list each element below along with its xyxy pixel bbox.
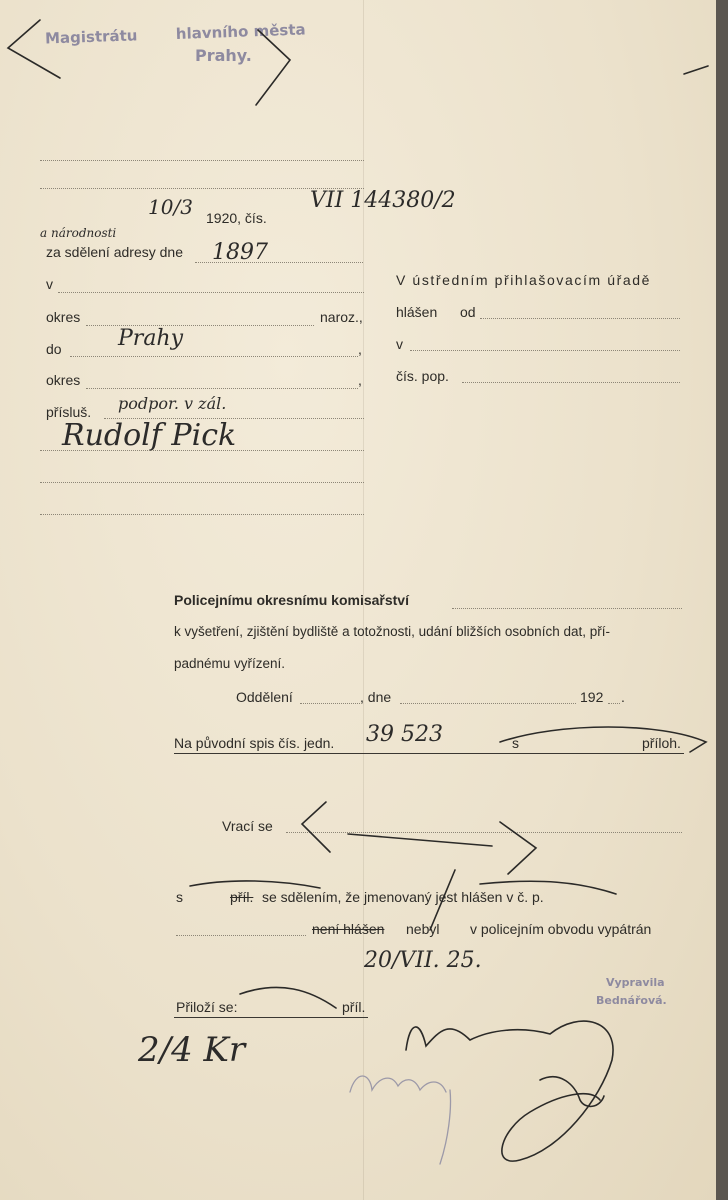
fee-handwritten: 2/4 Kr [138, 1030, 246, 1070]
pril2-label: příl. [342, 999, 366, 1015]
strike-hlasen [480, 881, 616, 894]
address-label: za sdělení adresy dne [46, 244, 183, 260]
year-prefix: 192 [580, 689, 604, 705]
signature-pencil [350, 1076, 446, 1092]
nationality-note: a národnosti [40, 226, 117, 240]
stamp-bottom-line1: Vypravila [606, 976, 665, 989]
v-label: v [46, 276, 53, 292]
neni-hlasen: není hlášen [312, 921, 385, 937]
name-value: Rudolf Pick [62, 418, 237, 453]
original-file-number: 39 523 [366, 722, 443, 747]
vraci-line [348, 834, 492, 846]
sdelenim-text: se sdělením, že jmenovaný jest hlášen v č. p. [262, 889, 544, 905]
stamp-bottom-line2: Bednářová. [596, 994, 667, 1007]
okres-label: okres [46, 309, 81, 325]
handwritten-date-bottom: 20/VII. 25. [364, 948, 482, 973]
stamp-line2: Prahy. [195, 46, 252, 65]
oddeleni-label: Oddělení [236, 689, 293, 705]
handwritten-number: VII 144380/2 [310, 188, 456, 213]
dne-label: , dne [360, 689, 392, 705]
body-line1: k vyšetření, zjištění bydliště a totožnosti, udání bližších osobních dat, pří- [174, 624, 610, 639]
s2-label: s [176, 889, 183, 905]
pril-label: příl. [230, 889, 254, 905]
prilozi-label: Přiloží se: [176, 999, 238, 1015]
period: . [621, 689, 625, 705]
bracket-left-top [8, 20, 60, 78]
comma: , [358, 372, 362, 388]
original-file-label: Na původní spis čís. jedn. [174, 735, 335, 751]
nebyl-label: nebyl [406, 921, 440, 937]
stamp-line1-right: hlavního města [175, 20, 306, 43]
address-year: 1897 [212, 240, 268, 265]
policejni-text: v policejním obvodu vypátrán [470, 921, 652, 937]
mark-top-right [684, 66, 708, 74]
vraci-se-label: Vrací se [222, 818, 273, 834]
cis-pop-label: čís. pop. [396, 368, 449, 384]
office-title: V ústředním přihlašovacím úřadě [396, 272, 652, 288]
strike-jmenovany [430, 870, 455, 930]
strike-s [190, 881, 320, 888]
prislus-label: přísluš. [46, 404, 92, 420]
comma: , [358, 341, 362, 357]
signature-pencil-tail [440, 1090, 451, 1164]
do-label: do [46, 341, 62, 357]
curve-prilozi [240, 987, 336, 1008]
bracket-right-top [256, 30, 290, 105]
priloh-label: příloh. [642, 735, 681, 751]
handwritten-date: 10/3 [148, 195, 193, 219]
v-label-right: v [396, 336, 403, 352]
stamp-line1-left: Magistrátu [44, 26, 138, 48]
s-label: s [512, 735, 519, 751]
bracket-left-vraci [302, 802, 330, 852]
prislus-value: podpor. v zál. [118, 394, 227, 413]
curve-priloh [500, 727, 706, 752]
recipient: Policejnímu okresnímu komisařství [174, 592, 409, 608]
do-value: Prahy [118, 326, 184, 351]
signature-main [406, 1021, 613, 1161]
naroz-label: naroz., [320, 309, 363, 325]
bracket-right-vraci [500, 822, 536, 874]
od-label: od [460, 304, 476, 320]
year-label: 1920, čís. [206, 210, 267, 226]
body-line2: padnému vyřízení. [174, 656, 286, 671]
okres2-label: okres [46, 372, 81, 388]
hlasen-label: hlášen [396, 304, 438, 320]
